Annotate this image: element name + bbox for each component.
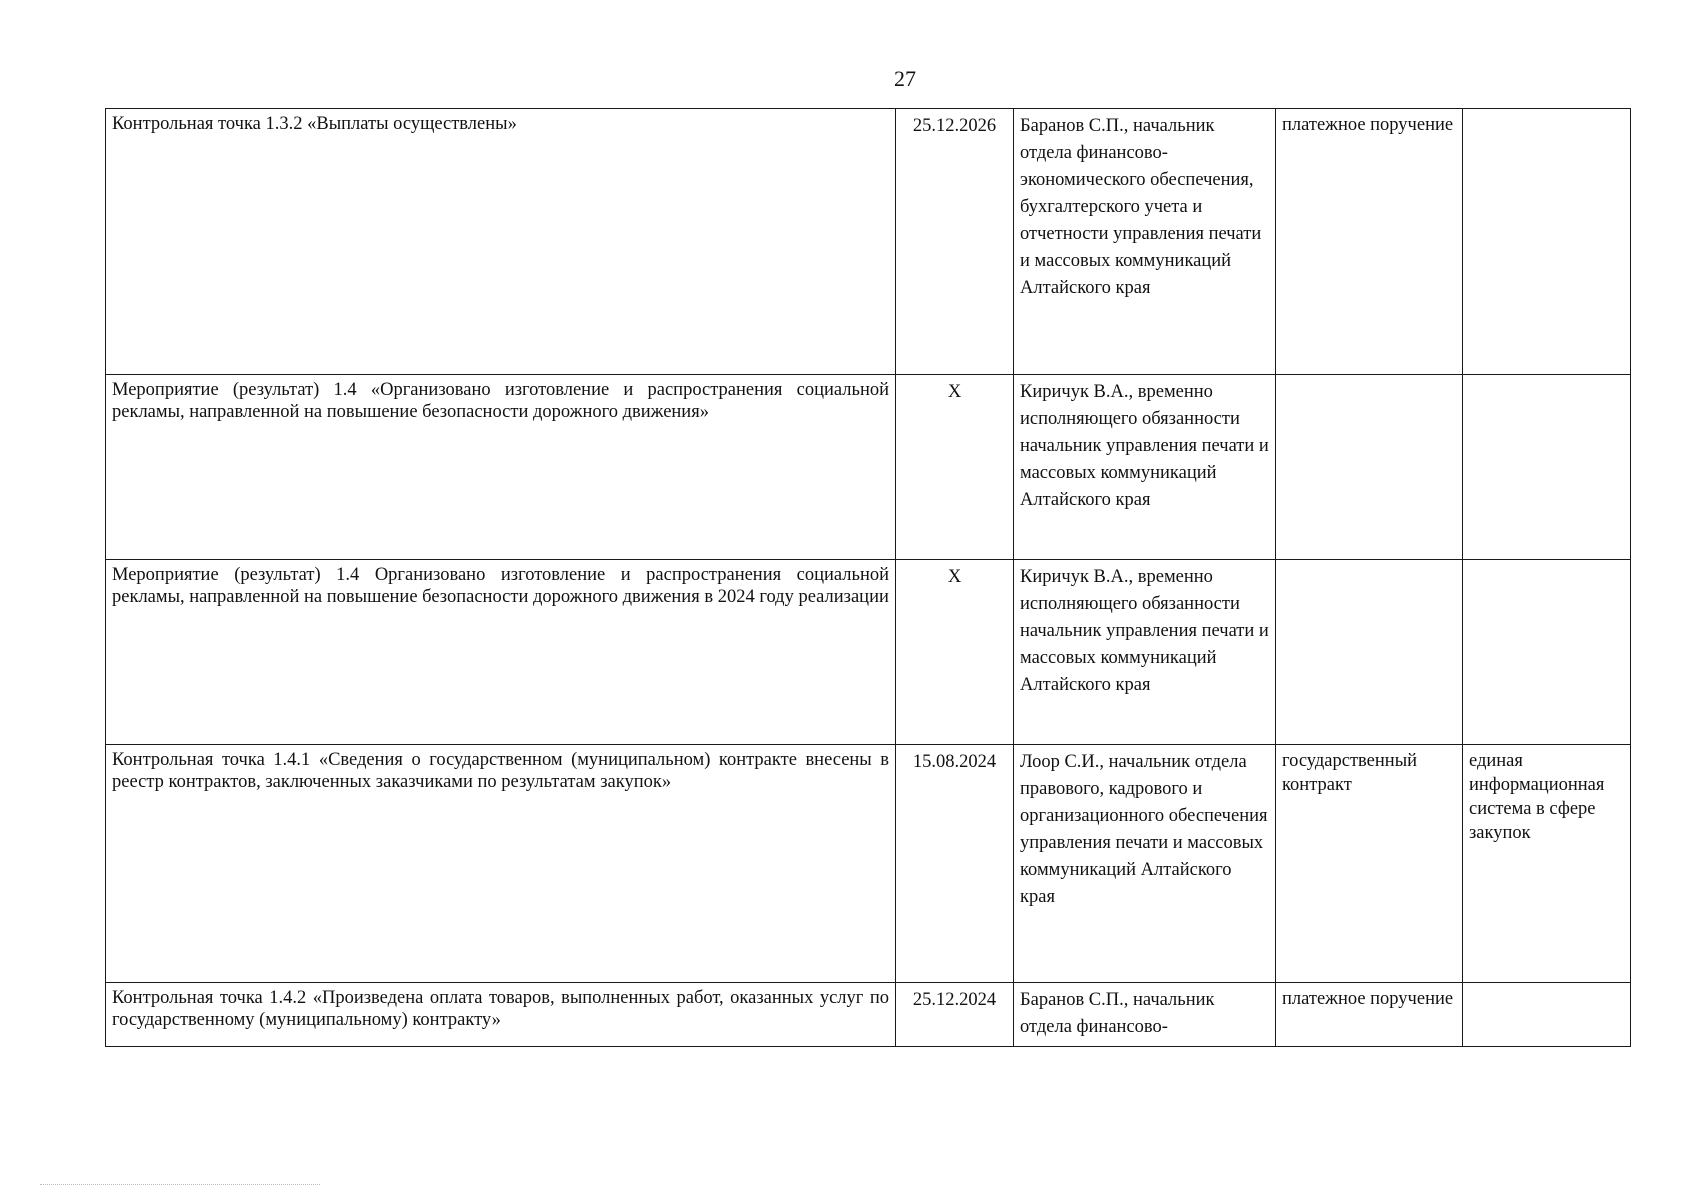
deadline-date: 25.12.2026	[896, 109, 1014, 375]
plan-table	[105, 108, 1631, 1047]
deadline-date: X	[896, 375, 1014, 560]
event-name: Мероприятие (результат) 1.4 «Организовано изготовление и распространения социальной рекламы, направленной на повышение безопасности дорожного движения»	[106, 375, 896, 560]
deadline-date: X	[896, 560, 1014, 745]
responsible-person: Баранов С.П., начальник отдела финансово-	[1014, 983, 1276, 1047]
confirming-document: платежное поручение	[1276, 983, 1463, 1047]
responsible-person: Лоор С.И., начальник отдела правового, кадрового и организационного обеспечения управления печати и массовых коммуникаций Алтайского края	[1014, 745, 1276, 983]
responsible-person: Киричук В.А., временно исполняющего обязанности начальник управления печати и массовых коммуникаций Алтайского края	[1014, 560, 1276, 745]
table-row	[106, 109, 1631, 375]
table-row	[106, 560, 1631, 745]
event-name: Мероприятие (результат) 1.4 Организовано изготовление и распространения социальной рекламы, направленной на повышение безопасности дорожного движения в 2024 году реализации	[106, 560, 896, 745]
deadline-date: 25.12.2024	[896, 983, 1014, 1047]
event-name: Контрольная точка 1.4.1 «Сведения о государственном (муниципальном) контракте внесены в реестр контрактов, заключенных заказчиками по результатам закупок»	[106, 745, 896, 983]
responsible-person: Баранов С.П., начальник отдела финансово-экономического обеспечения, бухгалтерского учета и отчетности управления печати и массовых коммуникаций Алтайского края	[1014, 109, 1276, 375]
confirming-document: платежное поручение	[1276, 109, 1463, 375]
information-system	[1463, 560, 1631, 745]
confirming-document	[1276, 375, 1463, 560]
information-system	[1463, 109, 1631, 375]
responsible-person: Киричук В.А., временно исполняющего обязанности начальник управления печати и массовых коммуникаций Алтайского края	[1014, 375, 1276, 560]
table-row	[106, 745, 1631, 983]
information-system: единая информационная система в сфере закупок	[1463, 745, 1631, 983]
deadline-date: 15.08.2024	[896, 745, 1014, 983]
event-name: Контрольная точка 1.4.2 «Произведена оплата товаров, выполненных работ, оказанных услуг по государственному (муниципальному) контракту»	[106, 983, 896, 1047]
information-system	[1463, 983, 1631, 1047]
scan-artifact	[40, 1184, 320, 1187]
confirming-document	[1276, 560, 1463, 745]
confirming-document: государственный контракт	[1276, 745, 1463, 983]
page-number: 27	[894, 66, 916, 91]
table-row	[106, 375, 1631, 560]
information-system	[1463, 375, 1631, 560]
table-row	[106, 983, 1631, 1047]
event-name: Контрольная точка 1.3.2 «Выплаты осуществлены»	[106, 109, 896, 375]
